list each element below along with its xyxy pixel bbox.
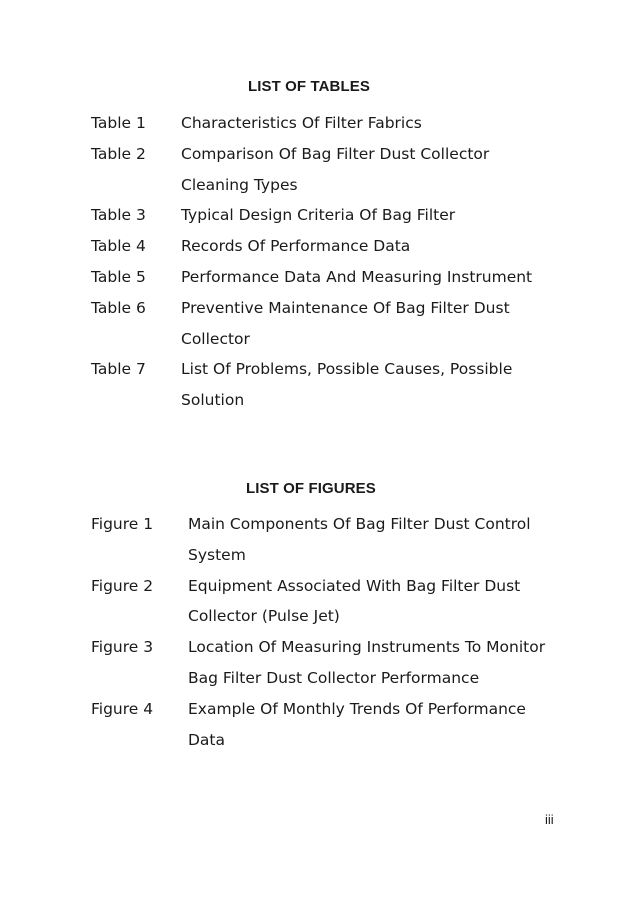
table-title: Performance Data And Measuring Instrument xyxy=(181,267,533,286)
table-entry-6 xyxy=(0,293,638,355)
table-title: Typical Design Criteria Of Bag Filter xyxy=(181,206,456,225)
table-label: Table 7 xyxy=(91,360,146,379)
table-label: Table 3 xyxy=(91,206,146,225)
figure-title: Main Components Of Bag Filter Dust Control System xyxy=(188,515,531,564)
figure-label: Figure 3 xyxy=(91,638,154,657)
table-title: List Of Problems, Possible Causes, Possible Solution xyxy=(181,360,513,410)
table-label: Table 5 xyxy=(91,267,146,286)
table-title: Preventive Maintenance Of Bag Filter Dust Collector xyxy=(181,298,510,348)
figure-title: Example Of Monthly Trends Of Performance Data xyxy=(188,699,526,749)
table-title: Comparison Of Bag Filter Dust Collector Cleaning Types xyxy=(181,144,490,194)
table-entry-4 xyxy=(0,231,638,262)
table-title: Records Of Performance Data xyxy=(181,237,411,256)
tables-list xyxy=(0,108,638,416)
figure-entry-4 xyxy=(0,694,638,756)
list-of-figures-heading: LIST OF FIGURES xyxy=(246,480,376,497)
table-label: Table 2 xyxy=(91,144,146,163)
figure-label: Figure 2 xyxy=(91,576,154,595)
table-entry-1 xyxy=(0,108,638,139)
table-entry-2 xyxy=(0,139,638,201)
figure-label: Figure 1 xyxy=(91,515,154,533)
figure-entry-2 xyxy=(0,571,638,633)
page-number: iii xyxy=(545,812,554,827)
table-title: Characteristics Of Filter Fabrics xyxy=(181,114,422,132)
table-label: Table 1 xyxy=(91,114,146,132)
figure-entry-3 xyxy=(0,632,638,694)
figure-title: Equipment Associated With Bag Filter Dust Collector (Pulse Jet) xyxy=(188,576,521,626)
figure-label: Figure 4 xyxy=(91,699,154,718)
figure-title: Location Of Measuring Instruments To Monitor Bag Filter Dust Collector Performance xyxy=(188,638,546,687)
list-of-tables-heading: LIST OF TABLES xyxy=(248,78,370,95)
table-entry-7 xyxy=(0,354,638,416)
table-label: Table 4 xyxy=(91,237,146,256)
figure-entry-1 xyxy=(0,509,638,571)
table-label: Table 6 xyxy=(91,298,146,317)
table-entry-3 xyxy=(0,200,638,231)
figures-list xyxy=(0,509,638,755)
table-entry-5 xyxy=(0,262,638,293)
